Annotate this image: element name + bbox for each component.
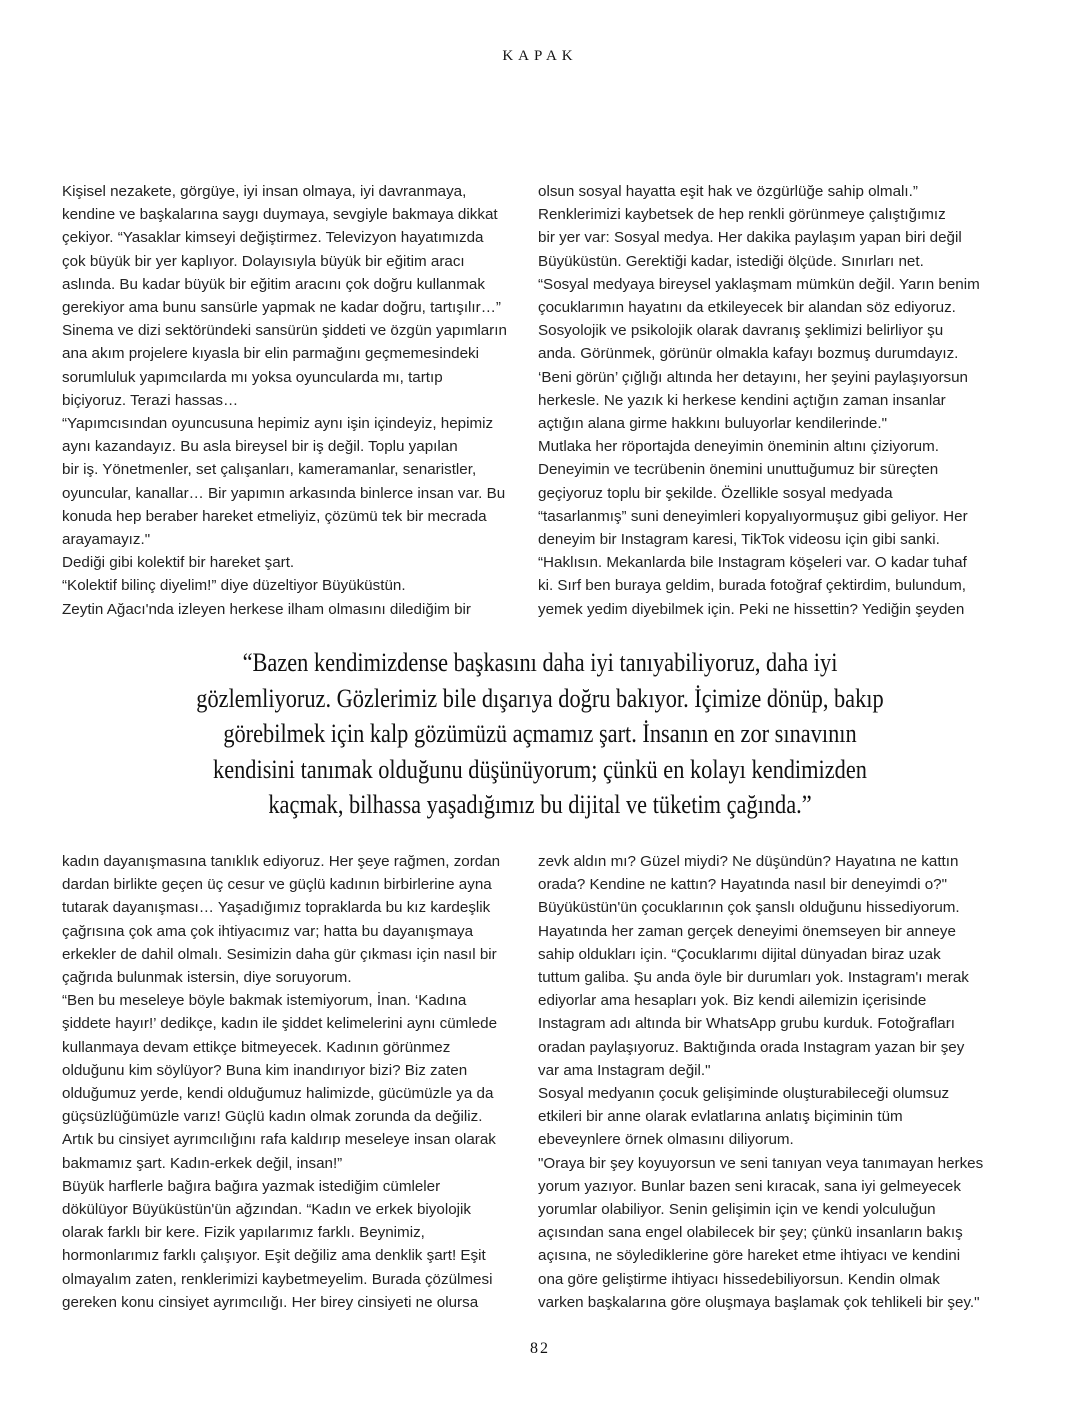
text-line: güçsüzlüğümüzle varız! Güçlü kadın olmak zorunda da değiliz.	[62, 1108, 483, 1126]
text-line: dökülüyor Büyüküstün'ün ağzından. “Kadın ve erkek biyolojik	[62, 1201, 471, 1219]
text-line: sorumluluk yapımcılarda mı yoksa oyuncularda mı, tartıp	[62, 368, 443, 386]
text-line: açısına, ne söylediklerine göre hareket etme ihtiyacı ve kendini	[538, 1247, 961, 1265]
text-line: sahip oldukları için. “Çocuklarımı dijital dünyadan biraz uzak	[538, 945, 941, 963]
text-line: Büyüküstün'ün çocuklarının çok şanslı olduğunu hissediyorum.	[538, 899, 960, 917]
text-line: tutarak dayanışması… Yaşadığımız topraklarda bu kız kardeşlik	[62, 899, 491, 917]
article-column-top-right	[538, 180, 1008, 621]
text-line: gerekiyor ama bunu sansürle yapmak ne kadar doğru, tartışılır…”	[62, 299, 501, 317]
text-line: herkesle. Ne yazık ki herkese kendini açtığın zaman insanlar	[538, 391, 946, 409]
text-line: çok büyük bir yer kaplıyor. Dolayısıyla büyük bir eğitim aracı	[62, 252, 465, 270]
text-line: olmayalım zaten, renklerimizi kaybetmeyelim. Burada çözülmesi	[62, 1270, 493, 1288]
text-line: anda. Görünmek, görünür olmakla kafayı bozmuş durumdayız.	[538, 345, 959, 363]
pull-quote	[153, 645, 927, 823]
text-line: erkekler de dahil olmalı. Sesimizin daha gür çıkması için nasıl bir	[62, 945, 497, 963]
text-line: “Haklısın. Mekanlarda bile Instagram köşeleri var. O kadar tuhaf	[538, 554, 967, 572]
text-line: aslında. Bu kadar büyük bir eğitim aracını çok doğru kullanmak	[62, 275, 485, 293]
text-line: yorum yazıyor. Bunlar bazen seni kıracak, sana iyi gelmeyecek	[538, 1177, 961, 1195]
text-line: ‘Beni görün’ çığlığı altında her detayını, her şeyini paylaşıyorsun	[538, 368, 968, 386]
page-number: 82	[530, 1340, 550, 1357]
text-line: “Ben bu meseleye böyle bakmak istemiyorum, İnan. ‘Kadına	[62, 992, 467, 1010]
text-line: varken başkalarına göre oluşmaya başlamak çok tehlikeli bir şey."	[538, 1293, 980, 1311]
text-line: Kişisel nezakete, görgüye, iyi insan olmaya, iyi davranmaya,	[62, 183, 467, 200]
text-line: olsun sosyal hayatta eşit hak ve özgürlüğe sahip olmalı.”	[538, 183, 918, 200]
text-line: olduğumuz yerde, kendi olduğumuz halimizde, gücümüzle ya da	[62, 1085, 494, 1103]
text-line: var ama Instagram değil."	[538, 1061, 711, 1079]
text-line: ki. Sırf ben buraya geldim, burada fotoğraf çektirdim, bulundum,	[538, 577, 967, 595]
text-line: deneyim bir Instagram karesi, TikTok videosu için gibi sanki.	[538, 531, 940, 549]
text-line: zevk aldın mı? Güzel miydi? Ne düşündün? Hayatına ne kattın	[538, 853, 959, 870]
text-line: orada? Kendine ne kattın? Hayatında nasıl bir deneyimdi o?"	[538, 876, 947, 894]
text-line: çekiyor. “Yasaklar kimseyi değiştirmez. Televizyon hayatımızda	[62, 229, 484, 247]
pull-quote-line: gözlemliyoruz. Gözlerimiz bile dışarıya doğru bakıyor. İçimize dönüp, bakıp	[196, 683, 884, 713]
text-line: olarak farklı bir kere. Fizik yapılarımız farklı. Beynimiz,	[62, 1224, 425, 1242]
text-line: Artık bu cinsiyet ayrımcılığını rafa kaldırıp meseleye insan olarak	[62, 1131, 496, 1149]
text-line: çocuklarımın hayatını da etkileyecek bir alandan söz ediyoruz.	[538, 299, 956, 317]
text-line: Sosyolojik ve psikolojik olarak davranış şeklimizi belirliyor şu	[538, 322, 944, 340]
section-header: KAPAK	[502, 48, 578, 64]
text-line: "Oraya bir şey koyuyorsun ve seni tanıyan veya tanımayan herkes	[538, 1154, 984, 1172]
text-line: hormonlarımız farklı çalışıyor. Eşit değiliz ama denklik şart! Eşit	[62, 1247, 486, 1265]
text-line: Renklerimizi kaybetsek de hep renkli görünmeye çalıştığımız	[538, 206, 946, 224]
text-line: Büyük harflerle bağıra bağıra yazmak istediğim cümleler	[62, 1177, 441, 1195]
text-line: yorumlar olabiliyor. Senin gelişimin için ve kendi yolculuğun	[538, 1201, 936, 1219]
text-line: bakmamız şart. Kadın-erkek değil, insan!”	[62, 1154, 343, 1172]
text-line: Sosyal medyanın çocuk gelişiminde oluşturabileceği olumsuz	[538, 1085, 950, 1103]
text-line: aynı kazandayız. Bu asla bireysel bir iş değil. Toplu yapılan	[62, 438, 458, 456]
text-line: oyuncular, kanallar… Bir yapımın arkasında binlerce insan var. Bu	[62, 484, 506, 502]
text-line: Zeytin Ağacı'nda izleyen herkese ilham olmasını dilediğim bir	[62, 600, 471, 618]
text-line: bir yer var: Sosyal medya. Her dakika paylaşım yapan biri değil	[538, 229, 962, 247]
text-line: biçiyoruz. Terazi hassas…	[62, 391, 239, 409]
text-line: bir iş. Yönetmenler, set çalışanları, kameramanlar, senaristler,	[62, 461, 477, 479]
text-line: oradan paylaşıyoruz. Baktığında orada Instagram yazan bir şey	[538, 1038, 965, 1056]
pull-quote-line: kendisini tanımak olduğunu düşünüyorum; çünkü en kolayı kendimizden	[213, 754, 867, 784]
pull-quote-line: kaçmak, bilhassa yaşadığımız bu dijital ve tüketim çağında.”	[268, 790, 812, 819]
text-line: Sinema ve dizi sektöründeki sansürün şiddeti ve özgün yapımların	[62, 322, 507, 340]
text-line: çağrısına çok ama çok ihtiyacımız var; hatta bu dayanışmaya	[62, 922, 474, 940]
text-line: dardan birlikte geçen üç cesur ve güçlü kadının birbirlerine ayna	[62, 876, 492, 894]
text-line: konuda hep beraber hareket etmeliyiz, çözümü tek bir mecrada	[62, 507, 487, 525]
text-line: ana akım projelere kıyasla bir elin parmağını geçmemesindeki	[62, 345, 480, 363]
text-line: tuttum galiba. Şu anda öyle bir durumları yok. Instagram'ı merak	[538, 969, 969, 987]
text-line: etkileri bir anne olarak evlatlarına anlatış biçiminin tüm	[538, 1108, 903, 1126]
article-column-bottom-right	[538, 850, 1008, 1314]
text-line: “tasarlanmış” suni deneyimleri kopyalıyormuşuz gibi geliyor. Her	[538, 507, 968, 525]
text-line: kendine ve başkalarına saygı duymaya, sevgiyle bakmaya dikkat	[62, 206, 498, 224]
text-line: “Yapımcısından oyuncusuna hepimiz aynı işin içindeyiz, hepimiz	[62, 415, 494, 433]
text-line: açısından sana engel olabilecek bir şey; çünkü insanların bakış	[538, 1224, 963, 1242]
text-line: ediyorlar ama hesapları yok. Biz kendi ailemizin içerisinde	[538, 992, 927, 1010]
text-line: gereken konu cinsiyet ayrımcılığı. Her birey cinsiyeti ne olursa	[62, 1293, 479, 1311]
text-line: yemek yedim diyebilmek için. Peki ne hissettin? Yediğin şeyden	[538, 600, 965, 618]
text-line: Dediği gibi kolektif bir hareket şart.	[62, 554, 295, 572]
text-line: ebeveynlere örnek olmasını diliyorum.	[538, 1131, 794, 1149]
text-line: şiddete hayır!’ dedikçe, kadın ile şiddet kelimelerini aynı cümlede	[62, 1015, 498, 1033]
text-line: geçiyoruz toplu bir şekilde. Özellikle sosyal medyada	[538, 484, 893, 502]
text-line: çağrıda bulunmak istersin, diye soruyorum.	[62, 969, 352, 987]
text-line: olduğunu kim söylüyor? Buna kim inandırıyor bizi? Biz zaten	[62, 1061, 468, 1079]
pull-quote-line: “Bazen kendimizdense başkasını daha iyi tanıyabiliyoruz, daha iyi	[242, 648, 838, 677]
text-line: Mutlaka her röportajda deneyimin öneminin altını çiziyorum.	[538, 438, 939, 456]
text-line: açtığın alana girme hakkını buluyorlar kendilerinde."	[538, 415, 887, 433]
text-line: “Kolektif bilinç diyelim!” diye düzeltiyor Büyüküstün.	[62, 577, 406, 595]
pull-quote-line: görebilmek için kalp gözümüzü açmamız şart. İnsanın en zor sınavının	[223, 719, 857, 748]
text-line: kullanmaya devam ettikçe bitmeyecek. Kadının görünmez	[62, 1038, 451, 1056]
text-line: Büyüküstün. Gerektiği kadar, istediği ölçüde. Sınırları net.	[538, 252, 924, 270]
text-line: “Sosyal medyaya bireysel yaklaşmam mümkün değil. Yarın benim	[538, 275, 980, 293]
article-column-top-left	[62, 180, 532, 621]
article-column-bottom-left	[62, 850, 532, 1314]
text-line: Instagram adı altında bir WhatsApp grubu kurduk. Fotoğrafları	[538, 1015, 956, 1033]
text-line: Hayatında her zaman gerçek deneyimi önemseyen bir anneye	[538, 922, 956, 940]
text-line: arayamayız."	[62, 531, 151, 549]
text-line: ona göre geliştirme ihtiyacı hissedebiliyorsun. Kendin olmak	[538, 1270, 940, 1288]
text-line: Deneyimin ve tecrübenin önemini unuttuğumuz bir süreçten	[538, 461, 939, 479]
text-line: kadın dayanışmasına tanıklık ediyoruz. Her şeye rağmen, zordan	[62, 853, 501, 870]
